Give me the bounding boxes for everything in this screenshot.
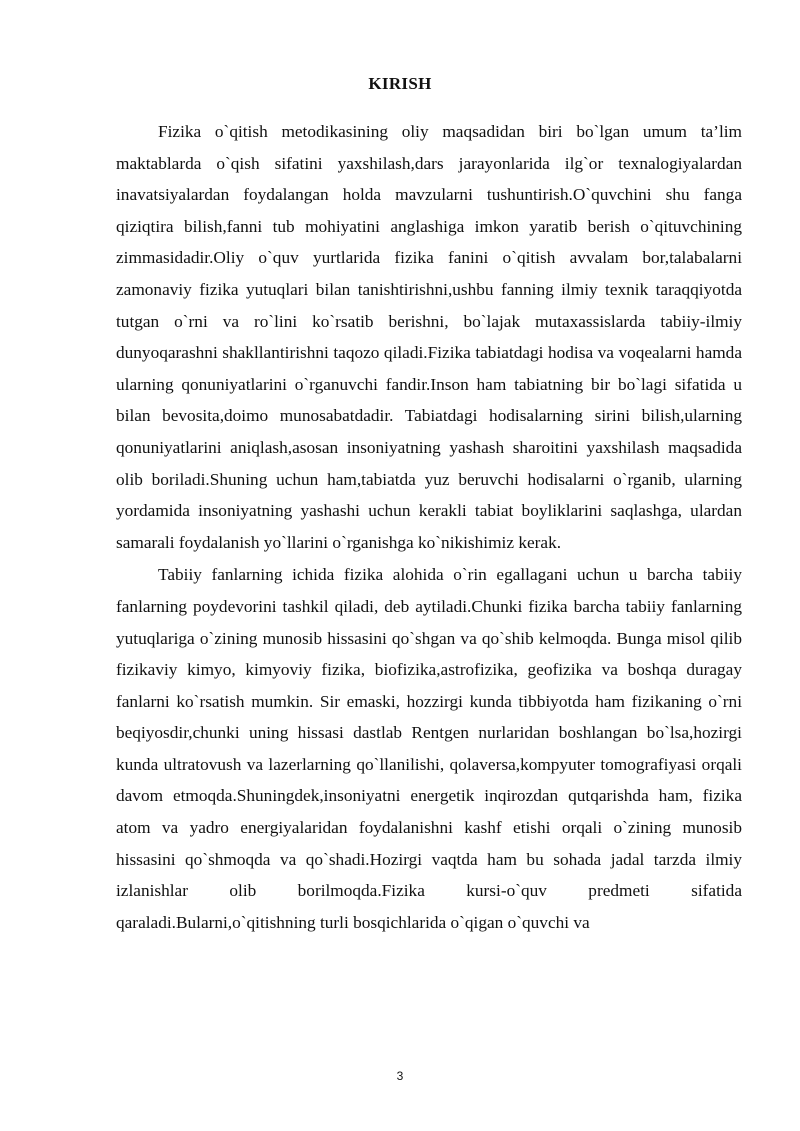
section-title: KIRISH <box>368 74 432 93</box>
paragraph-2: Tabiiy fanlarning ichida fizika alohida o`rin egallagani uchun u barcha tabiiy fanlarning poydevorini tashkil qiladi, deb aytiladi.Chunki fizika barcha tabiiy fanlarning yutuqlariga o`zining munosib hissasini qo`shgan va qo`shib kelmoqda. Bunga misol qilib fizikaviy kimyo, kimyoviy fizika, biofizika,astrofizika, geofizika va boshqa duragay fanlarni ko`rsatish mumkin. Sir emaski, hozzirgi kunda tibbiyotda ham fizikaning o`rni beqiyosdir,chunki uning hissasi dastlab Rentgen nurlaridan boshlangan bo`lsa,hozirgi kunda ultratovush va lazerlarning qo`llanilishi, qolaversa,kompyuter tomografiyasi orqali davom etmoqda.Shuningdek,insoniyatni energetik inqirozdan qutqarishda ham, fizika atom va yadro energiyalaridan foydalanishni kashf etishi orqali o`zining munosib hissasini qo`shmoqda va qo`shadi.Hozirgi vaqtda ham bu sohada jadal tarzda ilmiy izlanishlar olib borilmoqda.Fizika kursi-o`quv predmeti sifatida qaraladi.Bularni,o`qitishning turli bosqichlarida o`qigan o`quvchi va <box>116 565 742 932</box>
paragraph-1: Fizika o`qitish metodikasining oliy maqsadidan biri bo`lgan umum ta’lim maktablarda o`qish sifatini yaxshilash,dars jarayonlarida ilg`or texnalogiyalardan inavatsiyalardan foydalangan holda mavzularni tushuntirish.O`quvchini shu fanga qiziqtira bilish,fanni tub mohiyatini anglashiga imkon yaratib berish o`qituvchining zimmasidadir.Oliy o`quv yurtlarida fizika fanini o`qitish avvalam bor,talabalarni zamonaviy fizika yutuqlari bilan tanishtirishni,ushbu fanning ilmiy texnik taraqqiyotda tutgan o`rni va ro`lini ko`rsatib berishni, bo`lajak mutaxassislarda tabiiy-ilmiy dunyoqarashni shakllantirishni taqozo qiladi.Fizika tabiatdagi hodisa va voqealarni hamda ularning qonuniyatlarini o`rganuvchi fandir.Inson ham tabiatning bir bo`lagi sifatida u bilan bevosita,doimo munosabatdadir. Tabiatdagi hodisalarning sirini bilish,ularning qonuniyatlarini aniqlash,asosan insoniyatning yashash sharoitini yaxshilash maqsadida olib boriladi.Shuning uchun ham,tabiatda yuz beruvchi hodisalarni o`rganib, ularning yordamida insoniyatning yashashi uchun kerakli tabiat boyliklarini saqlashga, ulardan samarali foydalanish yo`llarini o`rganishga ko`nikishimiz kerak. <box>116 122 742 552</box>
body-text <box>116 116 742 938</box>
page-number: 3 <box>396 1069 404 1083</box>
